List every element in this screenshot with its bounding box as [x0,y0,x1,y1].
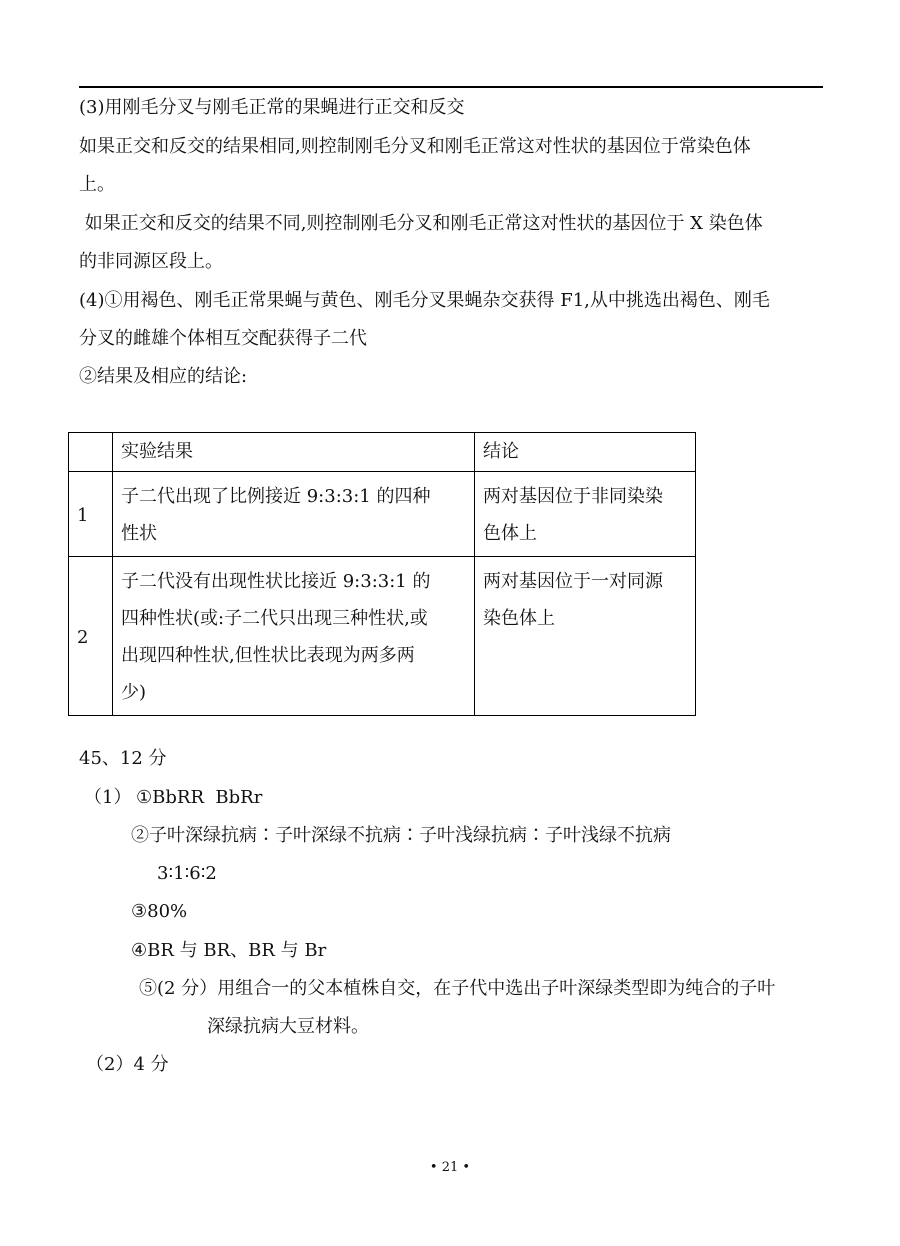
section3-p1-line1: 如果正交和反交的结果相同,则控制刚毛分叉和刚毛正常这对性状的基因位于常染色体 [79,136,751,157]
row-number: 1 [69,472,113,557]
table-row [69,472,696,557]
row-result-line: 出现四种性状,但性状比表现为两多两 [121,645,415,666]
page-number: • 21 • [429,1160,471,1175]
row-conclusion-line: 两对基因位于非同染染 [483,486,663,507]
q45-item1: ①BbRR BbRr [136,787,263,808]
section3-p2-line2: 的非同源区段上。 [79,251,223,272]
q45-item4: ④BR 与 BR、BR 与 Br [131,940,327,961]
section3-heading: (3)用刚毛分叉与刚毛正常的果蝇进行正交和反交 [79,97,465,118]
table-header-conclusion: 结论 [475,433,696,472]
q45-item5-line1: ⑤(2 分）用组合一的父本植株自交，在子代中选出子叶深绿类型即为纯合的子叶 [139,978,776,999]
section4-line3: ②结果及相应的结论: [79,366,248,387]
section3-p2-line1: 如果正交和反交的结果不同,则控制刚毛分叉和刚毛正常这对性状的基因位于 X 染色体 [79,213,763,234]
header-rule [79,86,823,88]
row-result-line: 子二代没有出现性状比接近 9:3:3:1 的 [121,571,431,592]
row-result-line: 少) [121,682,147,703]
q45-title: 45、12 分 [79,748,167,769]
row-conclusion-line: 两对基因位于一对同源 [483,571,663,592]
row-result [113,557,475,716]
section4-line1: (4)①用褐色、刚毛正常果蝇与黄色、刚毛分叉果蝇杂交获得 F1,从中挑选出褐色、刚毛 [79,290,770,311]
section3-p1-line2: 上。 [79,174,115,195]
table-header-result: 实验结果 [113,433,475,472]
results-table [68,432,695,701]
table-header-row [69,433,696,472]
q45-part2: （2）4 分 [86,1054,169,1075]
row-number: 2 [69,557,113,716]
section4-line2: 分叉的雌雄个体相互交配获得子二代 [79,328,367,349]
row-conclusion [475,472,696,557]
row-result-line: 子二代出现了比例接近 9:3:3:1 的四种 [121,486,431,507]
q45-item3: ③80% [131,901,188,922]
row-conclusion-line: 染色体上 [483,608,555,629]
row-conclusion-line: 色体上 [483,523,537,544]
row-result [113,472,475,557]
table-header-num [69,433,113,472]
q45-part1-label: （1） [84,787,132,808]
row-result-line: 性状 [121,523,157,544]
q45-item5-line2: 深绿抗病大豆材料。 [207,1016,369,1037]
q45-item2: ②子叶深绿抗病∶子叶深绿不抗病∶子叶浅绿抗病∶子叶浅绿不抗病 [131,825,671,846]
q45-item2-ratio: 3∶1∶6∶2 [157,863,217,884]
row-result-line: 四种性状(或:子二代只出现三种性状,或 [121,608,428,629]
table-row [69,557,696,716]
row-conclusion [475,557,696,716]
